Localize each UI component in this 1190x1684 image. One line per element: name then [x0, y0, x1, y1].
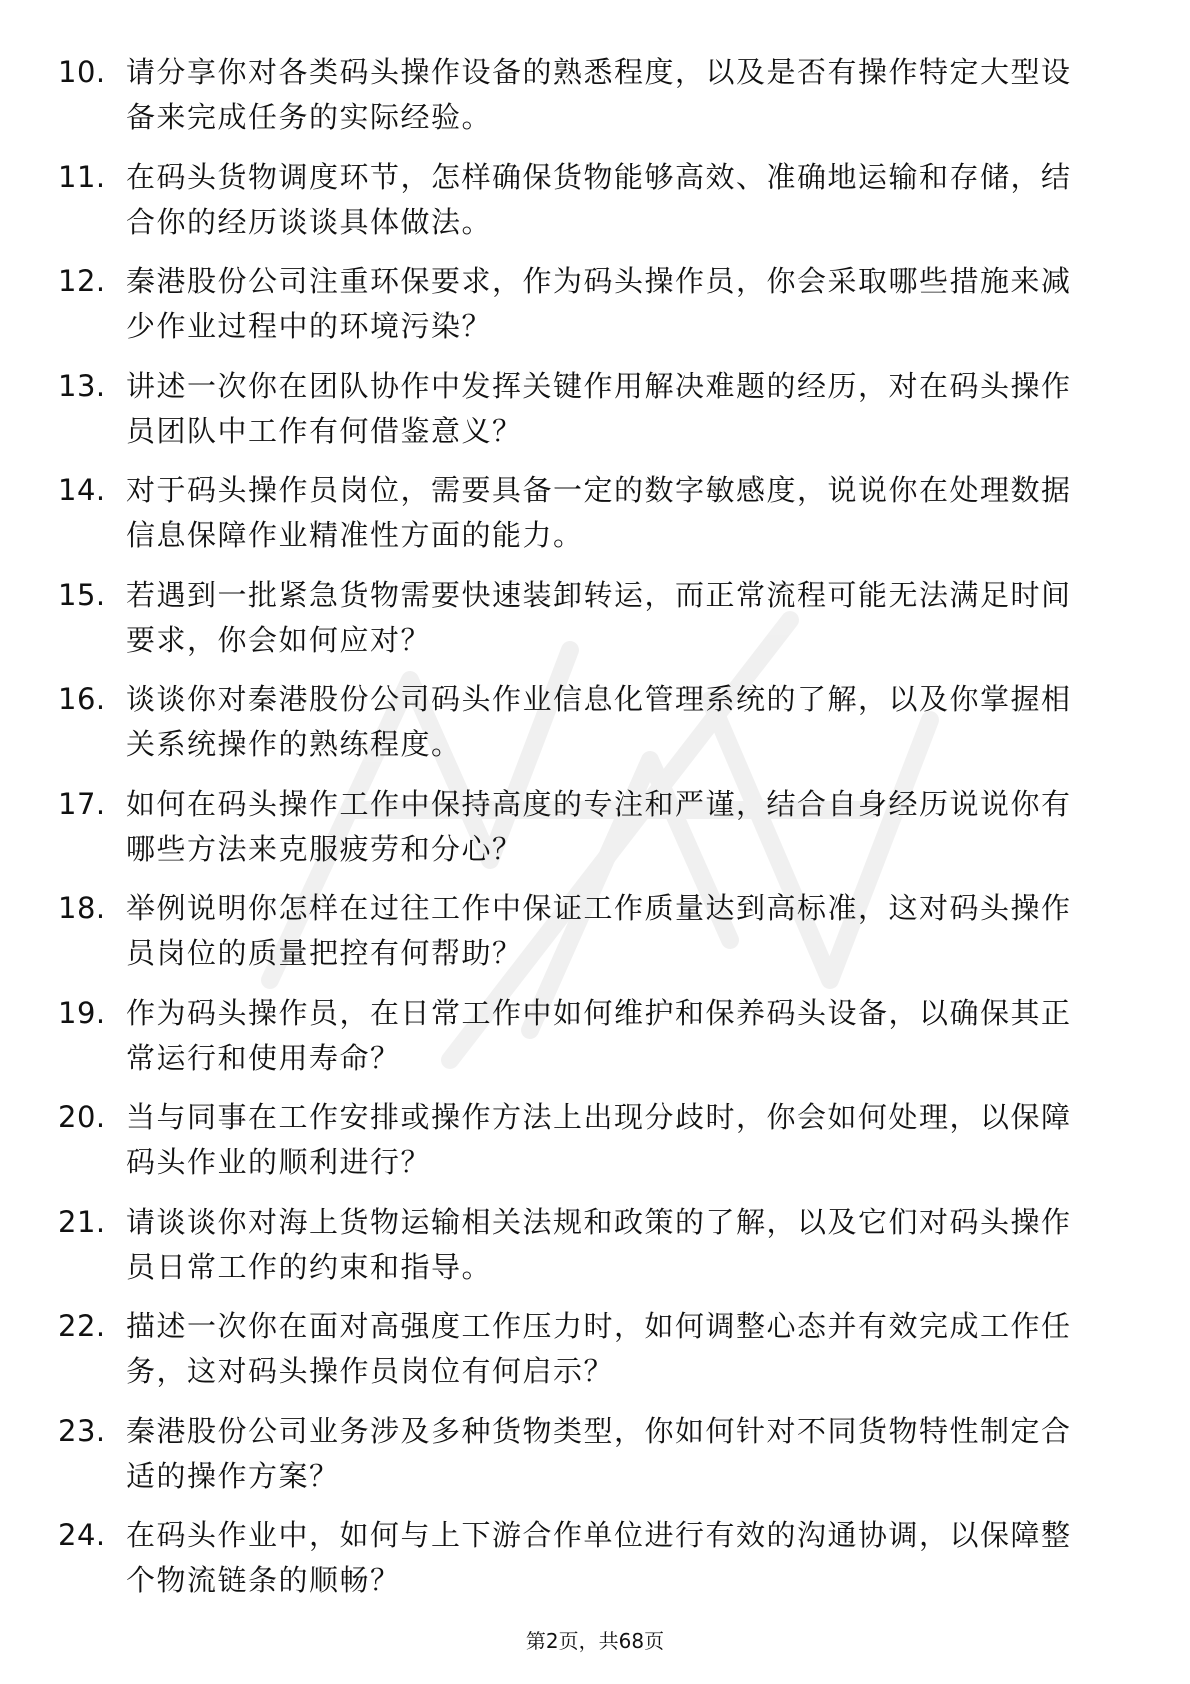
list-item	[58, 573, 1108, 678]
list-item	[58, 1200, 1108, 1305]
question-number: 22.	[58, 1309, 106, 1343]
question-text: 举例说明你怎样在过往工作中保证工作质量达到高标准，这对码头操作员岗位的质量把控有何帮助？	[126, 891, 1072, 970]
list-item	[58, 50, 1108, 155]
question-text: 描述一次你在面对高强度工作压力时，如何调整心态并有效完成工作任务，这对码头操作员岗位有何启示？	[126, 1309, 1072, 1388]
list-item	[58, 1304, 1108, 1409]
list-item	[58, 677, 1108, 782]
question-number: 12.	[58, 264, 106, 298]
question-number: 19.	[58, 995, 106, 1030]
list-item	[58, 1513, 1108, 1618]
question-number: 23.	[58, 1413, 106, 1448]
question-text: 如何在码头操作工作中保持高度的专注和严谨，结合自身经历说说你有哪些方法来克服疲劳和分心？	[126, 786, 1072, 866]
question-text: 在码头货物调度环节，怎样确保货物能够高效、准确地运输和存储，结合你的经历谈谈具体做法。	[126, 159, 1072, 239]
question-number: 18.	[58, 891, 106, 925]
question-text: 请分享你对各类码头操作设备的熟悉程度，以及是否有操作特定大型设备来完成任务的实际经验。	[126, 55, 1072, 134]
question-number: 13.	[58, 368, 106, 403]
question-text: 谈谈你对秦港股份公司码头作业信息化管理系统的了解，以及你掌握相关系统操作的熟练程度。	[126, 682, 1072, 761]
question-number: 24.	[58, 1518, 106, 1552]
list-item	[58, 364, 1108, 469]
question-text: 在码头作业中，如何与上下游合作单位进行有效的沟通协调，以保障整个物流链条的顺畅？	[126, 1518, 1072, 1597]
list-item	[58, 886, 1108, 991]
question-number: 11.	[58, 159, 106, 194]
list-item	[58, 1409, 1108, 1514]
question-number: 14.	[58, 473, 106, 507]
list-item	[58, 1095, 1108, 1200]
question-text: 请谈谈你对海上货物运输相关法规和政策的了解，以及它们对码头操作员日常工作的约束和指导。	[126, 1204, 1072, 1284]
question-text: 秦港股份公司注重环保要求，作为码头操作员，你会采取哪些措施来减少作业过程中的环境污染？	[126, 264, 1072, 343]
question-number: 10.	[58, 55, 106, 89]
question-text: 若遇到一批紧急货物需要快速装卸转运，而正常流程可能无法满足时间要求，你会如何应对？	[126, 577, 1072, 657]
list-item	[58, 991, 1108, 1096]
question-text: 讲述一次你在团队协作中发挥关键作用解决难题的经历，对在码头操作员团队中工作有何借鉴意义？	[126, 368, 1072, 448]
question-number: 15.	[58, 577, 106, 612]
question-number: 21.	[58, 1204, 106, 1239]
question-text: 当与同事在工作安排或操作方法上出现分歧时，你会如何处理，以保障码头作业的顺利进行？	[126, 1100, 1072, 1179]
question-text: 秦港股份公司业务涉及多种货物类型，你如何针对不同货物特性制定合适的操作方案？	[126, 1413, 1072, 1493]
list-item	[58, 468, 1108, 573]
list-item	[58, 782, 1108, 887]
question-list	[58, 50, 1108, 1618]
question-number: 17.	[58, 786, 106, 821]
page-footer	[0, 1627, 1190, 1655]
question-text: 对于码头操作员岗位，需要具备一定的数字敏感度，说说你在处理数据信息保障作业精准性方面的能力。	[126, 473, 1072, 552]
question-number: 16.	[58, 682, 106, 716]
list-item	[58, 155, 1108, 260]
page-indicator: 第2页，共68页	[525, 1629, 665, 1653]
list-item	[58, 259, 1108, 364]
question-number: 20.	[58, 1100, 106, 1134]
question-text: 作为码头操作员，在日常工作中如何维护和保养码头设备，以确保其正常运行和使用寿命？	[126, 995, 1072, 1075]
